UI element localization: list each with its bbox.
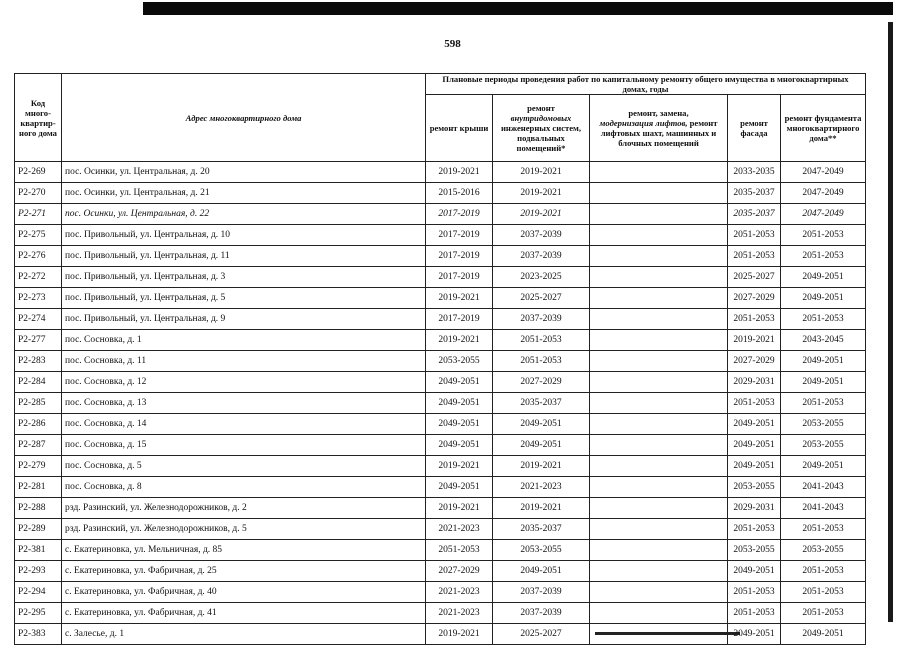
cell-roof: 2017-2019 — [426, 225, 493, 246]
cell-elevator — [590, 498, 728, 519]
cell-address: пос. Привольный, ул. Центральная, д. 3 — [62, 267, 426, 288]
table-row — [15, 456, 866, 477]
cell-facade: 2027-2029 — [728, 351, 781, 372]
table-row — [15, 225, 866, 246]
cell-code: Р2-286 — [15, 414, 62, 435]
cell-elevator — [590, 288, 728, 309]
cell-roof: 2027-2029 — [426, 561, 493, 582]
cell-roof: 2019-2021 — [426, 498, 493, 519]
cell-facade: 2053-2055 — [728, 477, 781, 498]
cell-address: пос. Сосновка, д. 13 — [62, 393, 426, 414]
cell-code: Р2-269 — [15, 162, 62, 183]
cell-code: Р2-283 — [15, 351, 62, 372]
table-row — [15, 414, 866, 435]
cell-code: Р2-293 — [15, 561, 62, 582]
cell-code: Р2-285 — [15, 393, 62, 414]
cell-foundation: 2053-2055 — [781, 414, 866, 435]
header-code: Код много-квартир-ного дома — [15, 74, 62, 162]
cell-facade: 2051-2053 — [728, 603, 781, 624]
cell-roof: 2049-2051 — [426, 414, 493, 435]
cell-foundation: 2051-2053 — [781, 561, 866, 582]
cell-address: пос. Осинки, ул. Центральная, д. 20 — [62, 162, 426, 183]
cell-engineering: 2051-2053 — [493, 330, 590, 351]
cell-foundation: 2047-2049 — [781, 162, 866, 183]
cell-elevator — [590, 561, 728, 582]
header-elevator-post: ремонт лифтовых шахт, машинных и блочных помещений — [600, 118, 718, 148]
cell-address: рзд. Разинский, ул. Железнодорожников, д. 2 — [62, 498, 426, 519]
cell-engineering: 2037-2039 — [493, 246, 590, 267]
cell-facade: 2051-2053 — [728, 309, 781, 330]
cell-engineering: 2037-2039 — [493, 603, 590, 624]
cell-code: Р2-281 — [15, 477, 62, 498]
cell-foundation: 2051-2053 — [781, 393, 866, 414]
table-row — [15, 498, 866, 519]
cell-facade: 2049-2051 — [728, 624, 781, 645]
scan-edge-top — [143, 2, 893, 15]
cell-foundation: 2049-2051 — [781, 351, 866, 372]
cell-roof: 2051-2053 — [426, 540, 493, 561]
table-row — [15, 162, 866, 183]
cell-address: пос. Привольный, ул. Центральная, д. 5 — [62, 288, 426, 309]
scan-edge-right — [888, 22, 893, 622]
table-body — [15, 162, 866, 645]
cell-foundation: 2053-2055 — [781, 435, 866, 456]
header-elevator-italic: модернизация лифтов, — [599, 118, 688, 128]
cell-address: с. Екатериновка, ул. Мельничная, д. 85 — [62, 540, 426, 561]
cell-elevator — [590, 309, 728, 330]
cell-code: Р2-274 — [15, 309, 62, 330]
cell-code: Р2-276 — [15, 246, 62, 267]
cell-address: с. Екатериновка, ул. Фабричная, д. 40 — [62, 582, 426, 603]
cell-foundation: 2051-2053 — [781, 246, 866, 267]
cell-engineering: 2037-2039 — [493, 582, 590, 603]
cell-foundation: 2049-2051 — [781, 624, 866, 645]
cell-engineering: 2035-2037 — [493, 519, 590, 540]
cell-engineering: 2037-2039 — [493, 225, 590, 246]
table-row — [15, 288, 866, 309]
cell-roof: 2049-2051 — [426, 372, 493, 393]
cell-address: с. Екатериновка, ул. Фабричная, д. 41 — [62, 603, 426, 624]
table-row — [15, 246, 866, 267]
cell-code: Р2-383 — [15, 624, 62, 645]
cell-engineering: 2025-2027 — [493, 624, 590, 645]
table-row — [15, 351, 866, 372]
cell-engineering: 2053-2055 — [493, 540, 590, 561]
cell-foundation: 2051-2053 — [781, 582, 866, 603]
cell-address: пос. Привольный, ул. Центральная, д. 9 — [62, 309, 426, 330]
table-row — [15, 309, 866, 330]
cell-address: рзд. Разинский, ул. Железнодорожников, д. 5 — [62, 519, 426, 540]
cell-roof: 2019-2021 — [426, 288, 493, 309]
cell-facade: 2049-2051 — [728, 456, 781, 477]
cell-engineering: 2049-2051 — [493, 561, 590, 582]
cell-facade: 2051-2053 — [728, 393, 781, 414]
cell-foundation: 2043-2045 — [781, 330, 866, 351]
cell-code: Р2-277 — [15, 330, 62, 351]
cell-code: Р2-289 — [15, 519, 62, 540]
cell-code: Р2-273 — [15, 288, 62, 309]
cell-code: Р2-294 — [15, 582, 62, 603]
cell-foundation: 2049-2051 — [781, 267, 866, 288]
cell-foundation: 2049-2051 — [781, 288, 866, 309]
cell-foundation: 2047-2049 — [781, 204, 866, 225]
cell-facade: 2051-2053 — [728, 519, 781, 540]
cell-code: Р2-275 — [15, 225, 62, 246]
cell-roof: 2021-2023 — [426, 519, 493, 540]
page-number: 598 — [444, 38, 461, 50]
table-row — [15, 372, 866, 393]
cell-foundation: 2041-2043 — [781, 498, 866, 519]
cell-foundation: 2051-2053 — [781, 225, 866, 246]
cell-facade: 2019-2021 — [728, 330, 781, 351]
cell-foundation: 2049-2051 — [781, 456, 866, 477]
cell-elevator — [590, 351, 728, 372]
cell-address: пос. Сосновка, д. 14 — [62, 414, 426, 435]
cell-engineering: 2027-2029 — [493, 372, 590, 393]
cell-foundation: 2053-2055 — [781, 540, 866, 561]
cell-facade: 2035-2037 — [728, 204, 781, 225]
cell-roof: 2049-2051 — [426, 393, 493, 414]
table-row — [15, 519, 866, 540]
cell-elevator — [590, 372, 728, 393]
table-row — [15, 330, 866, 351]
cell-facade: 2025-2027 — [728, 267, 781, 288]
cell-elevator — [590, 435, 728, 456]
cell-roof: 2017-2019 — [426, 204, 493, 225]
cell-code: Р2-270 — [15, 183, 62, 204]
cell-address: пос. Привольный, ул. Центральная, д. 10 — [62, 225, 426, 246]
cell-foundation: 2049-2051 — [781, 372, 866, 393]
cell-roof: 2053-2055 — [426, 351, 493, 372]
cell-facade: 2049-2051 — [728, 435, 781, 456]
cell-engineering: 2019-2021 — [493, 456, 590, 477]
cell-engineering: 2049-2051 — [493, 414, 590, 435]
cell-engineering: 2021-2023 — [493, 477, 590, 498]
cell-address: с. Екатериновка, ул. Фабричная, д. 25 — [62, 561, 426, 582]
cell-facade: 2027-2029 — [728, 288, 781, 309]
header-foundation: ремонт фундамента многоквартирного дома** — [781, 95, 866, 162]
cell-engineering: 2037-2039 — [493, 309, 590, 330]
cell-engineering: 2019-2021 — [493, 204, 590, 225]
header-roof: ремонт крыши — [426, 95, 493, 162]
cell-code: Р2-279 — [15, 456, 62, 477]
cell-elevator — [590, 477, 728, 498]
cell-facade: 2029-2031 — [728, 372, 781, 393]
cell-address: пос. Сосновка, д. 12 — [62, 372, 426, 393]
cell-address: пос. Сосновка, д. 8 — [62, 477, 426, 498]
table-row — [15, 624, 866, 645]
cell-facade: 2029-2031 — [728, 498, 781, 519]
capital-repair-table — [14, 73, 866, 645]
cell-engineering: 2019-2021 — [493, 162, 590, 183]
cell-roof: 2049-2051 — [426, 477, 493, 498]
cell-address: пос. Сосновка, д. 5 — [62, 456, 426, 477]
cell-facade: 2051-2053 — [728, 582, 781, 603]
cell-elevator — [590, 540, 728, 561]
cell-address: пос. Сосновка, д. 1 — [62, 330, 426, 351]
cell-engineering: 2019-2021 — [493, 498, 590, 519]
header-engineering-post: инженерных систем, подвальных помещений* — [500, 123, 582, 153]
cell-facade: 2035-2037 — [728, 183, 781, 204]
cell-elevator — [590, 456, 728, 477]
cell-engineering: 2049-2051 — [493, 435, 590, 456]
table-row — [15, 183, 866, 204]
cell-engineering: 2019-2021 — [493, 183, 590, 204]
cell-elevator — [590, 267, 728, 288]
cell-foundation: 2047-2049 — [781, 183, 866, 204]
cell-address: пос. Сосновка, д. 15 — [62, 435, 426, 456]
cell-code: Р2-287 — [15, 435, 62, 456]
cell-code: Р2-272 — [15, 267, 62, 288]
cell-facade: 2051-2053 — [728, 225, 781, 246]
cell-foundation: 2051-2053 — [781, 603, 866, 624]
cell-elevator — [590, 624, 728, 645]
cell-elevator — [590, 204, 728, 225]
header-address: Адрес многоквартирного дома — [62, 74, 426, 162]
header-group: Плановые периоды проведения работ по капитальному ремонту общего имущества в многоквартирных домах, годы — [426, 74, 866, 95]
cell-facade: 2053-2055 — [728, 540, 781, 561]
cell-roof: 2017-2019 — [426, 267, 493, 288]
cell-roof: 2015-2016 — [426, 183, 493, 204]
cell-facade: 2051-2053 — [728, 246, 781, 267]
cell-code: Р2-288 — [15, 498, 62, 519]
cell-code: Р2-381 — [15, 540, 62, 561]
cell-engineering: 2051-2053 — [493, 351, 590, 372]
cell-roof: 2019-2021 — [426, 162, 493, 183]
cell-elevator — [590, 162, 728, 183]
cell-facade: 2049-2051 — [728, 561, 781, 582]
cell-elevator — [590, 519, 728, 540]
table-row — [15, 393, 866, 414]
cell-foundation: 2051-2053 — [781, 309, 866, 330]
header-elevator — [590, 95, 728, 162]
cell-address: пос. Осинки, ул. Центральная, д. 21 — [62, 183, 426, 204]
cell-elevator — [590, 414, 728, 435]
cell-roof: 2021-2023 — [426, 582, 493, 603]
table-row — [15, 540, 866, 561]
cell-elevator — [590, 246, 728, 267]
cell-elevator — [590, 183, 728, 204]
table-row — [15, 204, 866, 225]
header-engineering-italic: внутридомовых — [510, 113, 572, 123]
cell-foundation: 2051-2053 — [781, 519, 866, 540]
cell-roof: 2019-2021 — [426, 624, 493, 645]
cell-elevator — [590, 603, 728, 624]
table-row — [15, 582, 866, 603]
table-row — [15, 603, 866, 624]
cell-engineering: 2035-2037 — [493, 393, 590, 414]
cell-roof: 2021-2023 — [426, 603, 493, 624]
cell-address: пос. Осинки, ул. Центральная, д. 22 — [62, 204, 426, 225]
cell-roof: 2049-2051 — [426, 435, 493, 456]
cell-engineering: 2025-2027 — [493, 288, 590, 309]
cell-roof: 2019-2021 — [426, 330, 493, 351]
cell-address: пос. Привольный, ул. Центральная, д. 11 — [62, 246, 426, 267]
cell-roof: 2019-2021 — [426, 456, 493, 477]
cell-elevator — [590, 582, 728, 603]
header-elevator-pre: ремонт, замена, — [628, 108, 689, 118]
table-row — [15, 267, 866, 288]
cell-code: Р2-271 — [15, 204, 62, 225]
cell-elevator — [590, 225, 728, 246]
cell-address: с. Залесье, д. 1 — [62, 624, 426, 645]
cell-facade: 2049-2051 — [728, 414, 781, 435]
header-engineering — [493, 95, 590, 162]
cell-elevator — [590, 393, 728, 414]
cell-code: Р2-295 — [15, 603, 62, 624]
header-engineering-pre: ремонт — [527, 103, 555, 113]
header-facade: ремонт фасада — [728, 95, 781, 162]
cell-code: Р2-284 — [15, 372, 62, 393]
cell-roof: 2017-2019 — [426, 246, 493, 267]
cell-foundation: 2041-2043 — [781, 477, 866, 498]
cell-facade: 2033-2035 — [728, 162, 781, 183]
cell-roof: 2017-2019 — [426, 309, 493, 330]
cell-address: пос. Сосновка, д. 11 — [62, 351, 426, 372]
table-row — [15, 435, 866, 456]
table-row — [15, 561, 866, 582]
cell-engineering: 2023-2025 — [493, 267, 590, 288]
cell-elevator — [590, 330, 728, 351]
table-row — [15, 477, 866, 498]
